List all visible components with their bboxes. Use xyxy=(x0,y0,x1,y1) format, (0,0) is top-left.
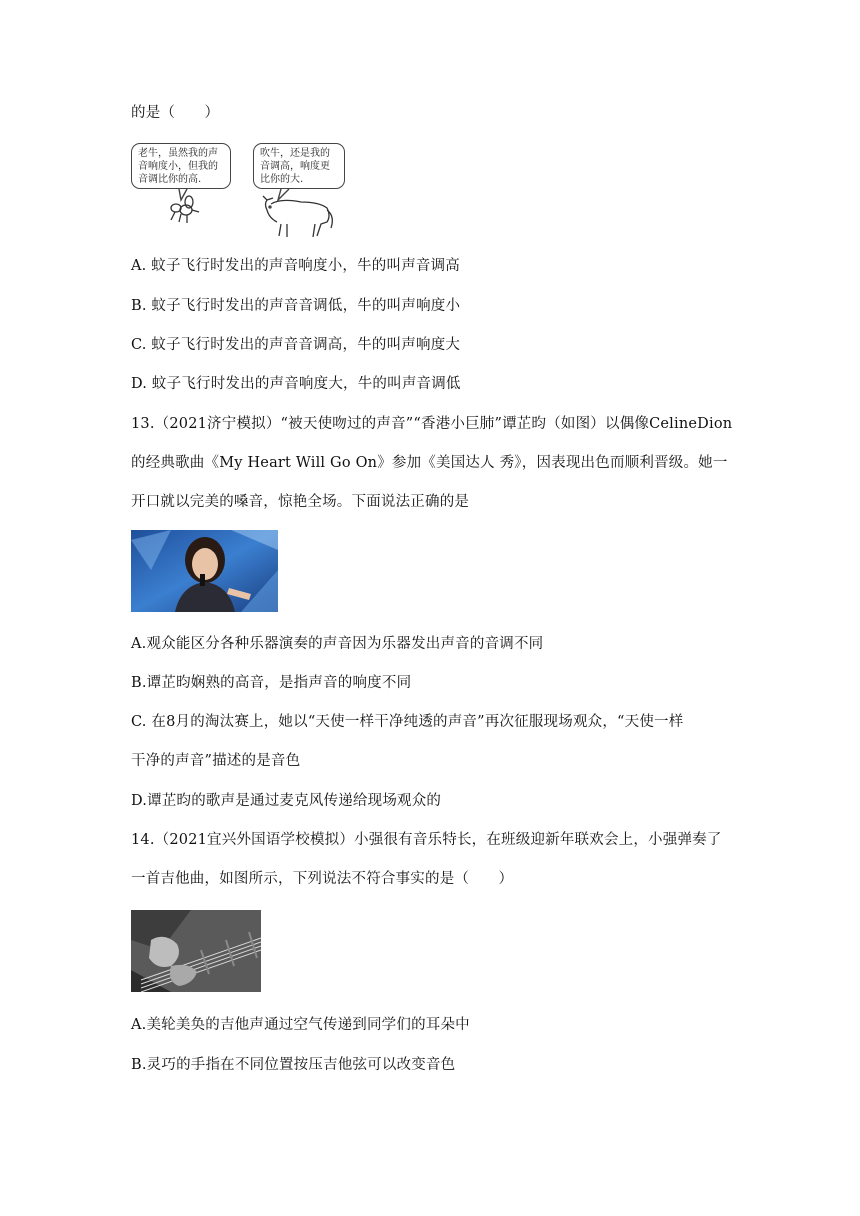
q13-option-d: D.谭芷昀的歌声是通过麦克风传递给现场观众的 xyxy=(131,793,442,809)
q13-stem-line1: 13.（2021济宁模拟）“被天使吻过的声音”“香港小巨肺”谭芷昀（如图）以偶像CelineDion xyxy=(131,416,733,432)
q12-option-a: A. 蚊子飞行时发出的声音响度小，牛的叫声音调高 xyxy=(131,258,460,274)
ox-speech-bubble: 吹牛，还是我的 音调高，响度更 比你的大. xyxy=(253,143,345,189)
singer-photo xyxy=(131,530,278,612)
guitar-image xyxy=(131,910,261,992)
mosquito-ox-figure xyxy=(131,140,351,242)
q12-option-c: C. 蚊子飞行时发出的声音音调高，牛的叫声响度大 xyxy=(131,337,461,353)
q13-option-c-line2: 干净的声音”描述的是音色 xyxy=(131,753,301,769)
singer-image xyxy=(131,530,278,612)
guitar-photo xyxy=(131,910,261,992)
q14-stem-line2: 一首吉他曲，如图所示，下列说法不符合事实的是（ ） xyxy=(131,871,514,887)
q14-option-a: A.美轮美奂的吉他声通过空气传递到同学们的耳朵中 xyxy=(131,1017,470,1033)
q13-option-c-line1: C. 在8月的淘汰赛上，她以“天使一样干净纯透的声音”再次征服现场观众，“天使一样 xyxy=(131,714,684,730)
cartoon-drawing xyxy=(131,140,351,242)
q13-stem-line2: 的经典歌曲《My Heart Will Go On》参加《美国达人 秀》，因表现出色而顺利晋级。她一 xyxy=(131,455,728,471)
q12-stem-tail: 的是（ ） xyxy=(131,105,220,121)
q13-stem-line3: 开口就以完美的嗓音，惊艳全场。下面说法正确的是 xyxy=(131,494,470,510)
q14-option-b: B.灵巧的手指在不同位置按压吉他弦可以改变音色 xyxy=(131,1057,456,1073)
ox-icon xyxy=(263,196,332,237)
q12-option-b: B. 蚊子飞行时发出的声音音调低，牛的叫声响度小 xyxy=(131,298,461,314)
q12-option-d: D. 蚊子飞行时发出的声音响度大，牛的叫声音调低 xyxy=(131,376,461,392)
q13-option-a: A.观众能区分各种乐器演奏的声音因为乐器发出声音的音调不同 xyxy=(131,636,544,652)
mosquito-icon xyxy=(171,196,199,223)
q14-stem-line1: 14.（2021宜兴外国语学校模拟）小强很有音乐特长，在班级迎新年联欢会上，小强弹奏了 xyxy=(131,832,722,848)
q13-option-b: B.谭芷昀娴熟的高音，是指声音的响度不同 xyxy=(131,675,412,691)
mosquito-speech-bubble: 老牛，虽然我的声 音响度小，但我的 音调比你的高. xyxy=(131,143,231,189)
